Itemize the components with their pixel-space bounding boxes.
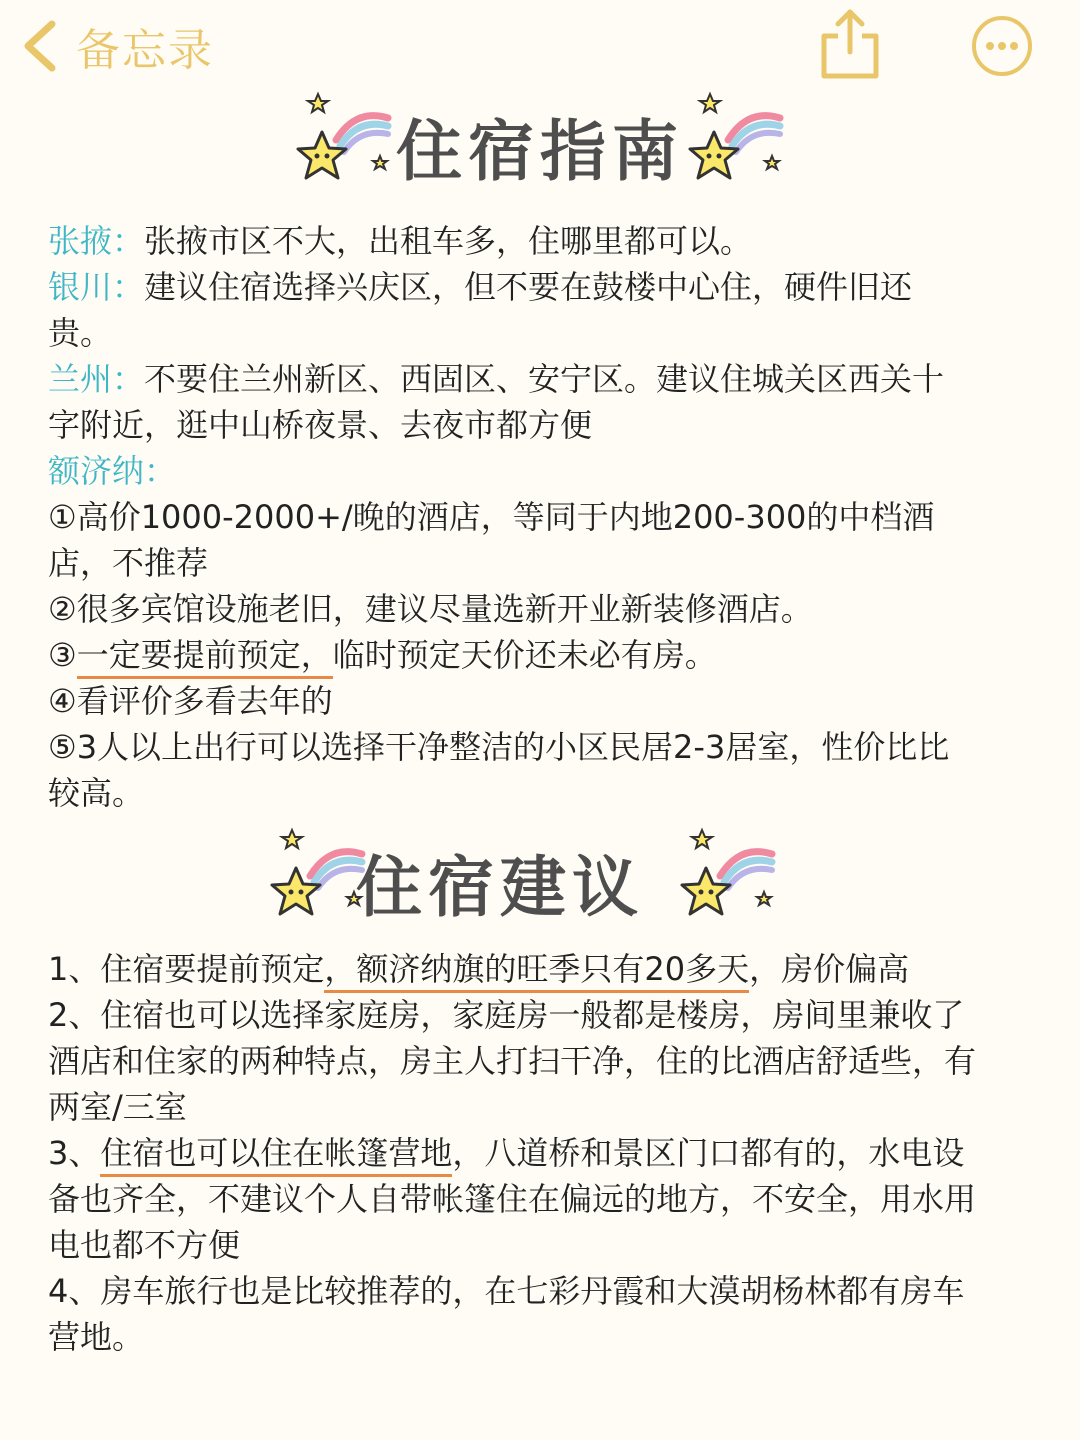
city-label: 兰州： — [48, 360, 145, 398]
text: ，八道桥和景区门口都有的，水电设 — [452, 1134, 965, 1172]
highlight-text: 一定要提前预定， — [77, 636, 333, 679]
highlight-text: 住宿也可以住在帐篷营地 — [100, 1134, 452, 1177]
more-options-icon[interactable] — [970, 14, 1034, 78]
text: 3、 — [48, 1134, 101, 1172]
text-line: 贵。 — [48, 314, 113, 352]
text: 张掖市区不大，出租车多，住哪里都可以。 — [144, 222, 753, 260]
text-line — [48, 1130, 1038, 1176]
text: 不要住兰州新区、西固区、安宁区。建议住城关区西关十 — [144, 360, 945, 398]
text: ③ — [48, 636, 77, 674]
text-line: ④看评价多看去年的 — [48, 682, 333, 720]
city-label: 张掖： — [48, 222, 145, 260]
text-line: 电也都不方便 — [48, 1226, 241, 1264]
advice-content — [48, 946, 1038, 1360]
city-label: 银川： — [48, 268, 145, 306]
text-line: 字附近，逛中山桥夜景、去夜市都方便 — [48, 406, 593, 444]
rainbow-star-icon — [672, 824, 782, 934]
text-line — [48, 356, 1038, 402]
chevron-left-icon — [20, 18, 60, 74]
text-line: 4、房车旅行也是比较推荐的，在七彩丹霞和大漠胡杨林都有房车 — [48, 1272, 965, 1310]
guide-title: 住宿指南 — [396, 113, 684, 190]
top-bar — [0, 0, 1080, 95]
advice-header — [0, 824, 1080, 944]
text: ，房价偏高 — [749, 950, 910, 988]
back-button[interactable] — [20, 16, 214, 76]
text-line: ②很多宾馆设施老旧，建议尽量选新开业新装修酒店。 — [48, 590, 813, 628]
text: 临时预定天价还未必有房。 — [332, 636, 717, 674]
text-line — [48, 632, 1038, 678]
text-line: 酒店和住家的两种特点，房主人打扫干净，住的比酒店舒适些，有 — [48, 1042, 977, 1080]
text-line: 较高。 — [48, 774, 145, 812]
text-line — [48, 218, 1038, 264]
text-line: ①高价1000-2000+/晚的酒店，等同于内地200-300的中档酒 — [48, 498, 935, 536]
guide-header — [0, 88, 1080, 208]
share-icon[interactable] — [818, 6, 882, 82]
text-line: 2、住宿也可以选择家庭房，家庭房一般都是楼房，房间里兼收了 — [48, 996, 965, 1034]
back-label: 备忘录 — [76, 25, 214, 76]
text-line: ⑤3人以上出行可以选择干净整洁的小区民居2-3居室，性价比比 — [48, 728, 950, 766]
highlight-text: ，额济纳旗的旺季只有20多天 — [324, 950, 749, 993]
guide-content — [48, 218, 1038, 816]
text-line: 店，不推荐 — [48, 544, 209, 582]
text-line: 两室/三室 — [48, 1088, 187, 1126]
text-line: 营地。 — [48, 1318, 145, 1356]
city-label: 额济纳： — [48, 452, 177, 490]
text-line: 备也齐全，不建议个人自带帐篷住在偏远的地方，不安全，用水用 — [48, 1180, 977, 1218]
text: 1、住宿要提前预定 — [48, 950, 325, 988]
text-line — [48, 264, 1038, 310]
rainbow-star-icon — [680, 88, 790, 198]
text-line — [48, 946, 1038, 992]
advice-title: 住宿建议 — [356, 849, 644, 926]
text: 建议住宿选择兴庆区，但不要在鼓楼中心住，硬件旧还 — [144, 268, 913, 306]
